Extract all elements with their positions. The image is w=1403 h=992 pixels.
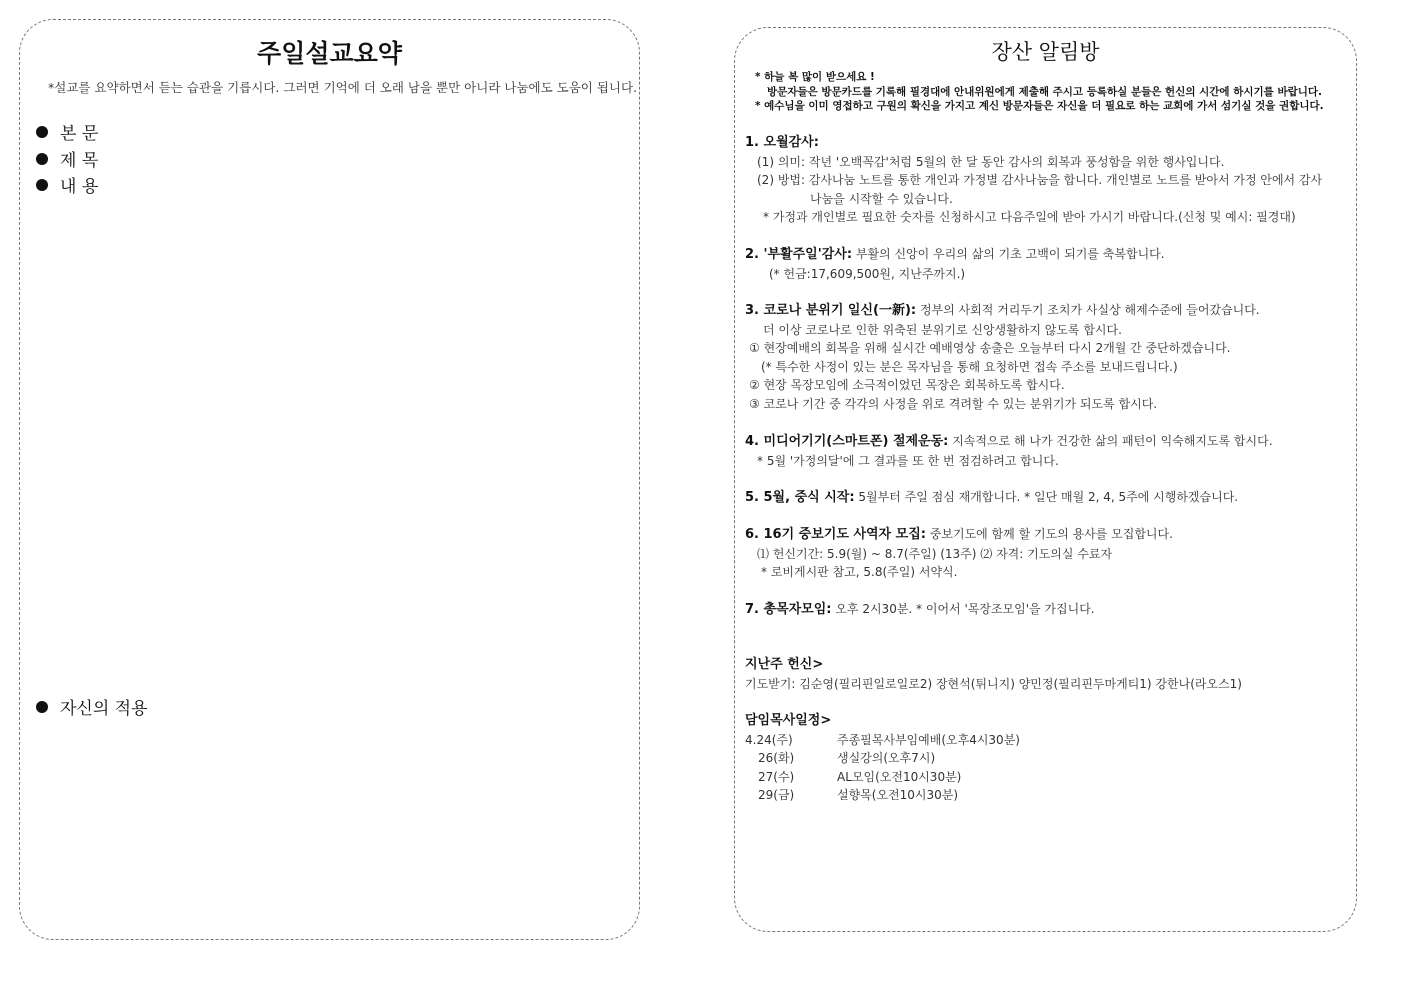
section-2-heading: 2. '부활주일'감사: xyxy=(745,247,853,262)
section-6-line-3: * 로비게시판 참고, 5.8(주일) 서약식. xyxy=(761,565,958,579)
section-5-text: 5월부터 주일 점심 재개합니다. * 일단 매월 2, 4, 5주에 시행하겠습니다. xyxy=(858,490,1239,504)
schedule-date: 27(수) xyxy=(758,769,795,784)
sermon-summary-note: *설교를 요약하면서 듣는 습관을 기릅시다. 그러면 기억에 더 오래 남을 뿐만 아니라 나눔에도 도움이 됩니다. xyxy=(48,80,638,95)
bullet-content-label: 내 용 xyxy=(60,177,99,197)
section-3-heading: 3. 코로나 분위기 일신(一新): xyxy=(745,303,917,318)
section-3-line-2: 더 이상 코로나로 인한 위축된 분위기로 신앙생활하지 않도록 합시다. xyxy=(763,322,1122,337)
section-3-text: 정부의 사회적 거리두기 조치가 사실상 해제수준에 들어갔습니다. xyxy=(919,303,1260,317)
section-6-heading: 6. 16기 중보기도 사역자 모집: xyxy=(745,527,926,542)
bullet-content xyxy=(36,172,98,197)
bullet-dot-icon xyxy=(36,126,48,138)
section-2-text: 부활의 신앙이 우리의 삶의 기초 고백이 되기를 축복합니다. xyxy=(855,247,1165,261)
section-7 xyxy=(745,600,1347,620)
sermon-summary-title: 주일설교요약 xyxy=(257,39,402,68)
bullet-dot-icon xyxy=(36,153,48,165)
bullet-title-label: 제 목 xyxy=(60,151,99,171)
offering-section xyxy=(745,656,1347,693)
intro-block xyxy=(745,70,1347,114)
schedule-date: 29(금) xyxy=(758,788,795,802)
schedule-heading: 담임목사일정> xyxy=(745,713,832,728)
bullet-dot-icon xyxy=(36,701,48,713)
section-3-line-5: ② 현장 목장모임에 소극적이었던 목장은 회복하도록 합시다. xyxy=(749,378,1065,392)
schedule-row xyxy=(745,731,1347,750)
section-1-line-4: * 가정과 개인별로 필요한 숫자를 신청하시고 다음주일에 받아 가시기 바랍니다.(신청 및 예시: 필경대) xyxy=(763,210,1296,224)
schedule-row xyxy=(745,768,1347,787)
announcements-panel xyxy=(734,27,1357,932)
section-1-line-3: 나눔을 시작할 수 있습니다. xyxy=(810,191,953,206)
schedule-event: AL모임(오전10시30분) xyxy=(837,769,962,784)
bullet-scripture xyxy=(36,119,98,144)
schedule-event: 설향목(오전10시30분) xyxy=(837,788,959,802)
section-3-line-3: ① 현장예배의 회복을 위해 실시간 예배영상 송출은 오늘부터 다시 2개월 간 중단하겠습니다. xyxy=(749,341,1231,355)
bullet-scripture-label: 본 문 xyxy=(60,124,99,144)
section-2-line-2: (* 헌금:17,609,500원, 지난주까지.) xyxy=(769,266,966,281)
section-4-line-2: * 5월 '가정의달'에 그 결과를 또 한 번 점검하려고 합니다. xyxy=(757,453,1059,468)
section-7-heading: 7. 총목자모임: xyxy=(745,602,832,617)
section-6 xyxy=(745,525,1347,582)
schedule-event: 주종필목사부임예배(오후4시30분) xyxy=(837,732,1020,747)
bullet-dot-icon xyxy=(36,179,48,191)
offering-heading: 지난주 헌신> xyxy=(745,657,824,672)
bullet-application-label: 자신의 적용 xyxy=(60,699,148,719)
schedule-row xyxy=(745,786,1347,805)
schedule-date: 4.24(주) xyxy=(745,732,793,747)
schedule-date: 26(화) xyxy=(758,751,795,765)
section-4-heading: 4. 미디어기기(스마트폰) 절제운동: xyxy=(745,434,949,449)
section-5 xyxy=(745,488,1347,508)
section-6-text: 중보기도에 함께 할 기도의 용사를 모집합니다. xyxy=(929,527,1173,541)
pastor-schedule xyxy=(745,712,1347,805)
section-4-text: 지속적으로 해 나가 건강한 삶의 패턴이 익숙해지도록 합시다. xyxy=(952,434,1273,448)
offering-text: 기도받기: 김순영(필리핀일로일로2) 장현석(튀니지) 양민정(필리핀두마게티1) 강한나(라오스1) xyxy=(745,676,1242,691)
section-1-line-2: (2) 방법: 감사나눔 노트를 통한 개인과 가정별 감사나눔을 합니다. 개인별로 노트를 받아서 가정 안에서 감사 xyxy=(757,173,1323,187)
intro-line-1: * 하늘 복 많이 받으세요 ! xyxy=(755,71,875,83)
section-2 xyxy=(745,245,1347,283)
section-3-line-6: ③ 코로나 기간 중 각각의 사정을 위로 격려할 수 있는 분위기가 되도록 합시다. xyxy=(749,396,1158,411)
section-5-heading: 5. 5월, 중식 시작: xyxy=(745,490,855,505)
announcements-title: 장산 알림방 xyxy=(991,40,1100,64)
bullet-title xyxy=(36,146,98,171)
section-1-line-1: (1) 의미: 작년 '오백꼭감'처럼 5월의 한 달 동안 감사의 회복과 풍성함을 위한 행사입니다. xyxy=(757,154,1225,169)
section-3 xyxy=(745,301,1347,413)
section-3-line-4: (* 특수한 사정이 있는 분은 목자님을 통해 요청하면 접속 주소를 보내드립니다.) xyxy=(761,359,1178,374)
section-4 xyxy=(745,432,1347,470)
bullet-application xyxy=(36,694,148,719)
schedule-row xyxy=(745,749,1347,768)
section-1-heading: 1. 오월감사: xyxy=(745,135,819,150)
sermon-summary-panel xyxy=(19,19,640,940)
section-1 xyxy=(745,133,1347,227)
section-6-line-2: ⑴ 헌신기간: 5.9(월) ~ 8.7(주일) (13주) ⑵ 자격: 기도의실 수료자 xyxy=(757,546,1113,561)
intro-line-2: 방문자들은 방문카드를 기록해 필경대에 안내위원에게 제출해 주시고 등록하실 분들은 헌신의 시간에 하시기를 바랍니다. xyxy=(767,85,1323,98)
schedule-event: 생실강의(오후7시) xyxy=(837,751,936,765)
intro-line-3: * 예수님을 이미 영접하고 구원의 확신을 가지고 계신 방문자들은 자신을 더 필요로 하는 교회에 가서 섬기실 것을 권합니다. xyxy=(755,100,1324,112)
section-7-text: 오후 2시30분. * 이어서 '목장조모임'을 가집니다. xyxy=(835,602,1095,616)
